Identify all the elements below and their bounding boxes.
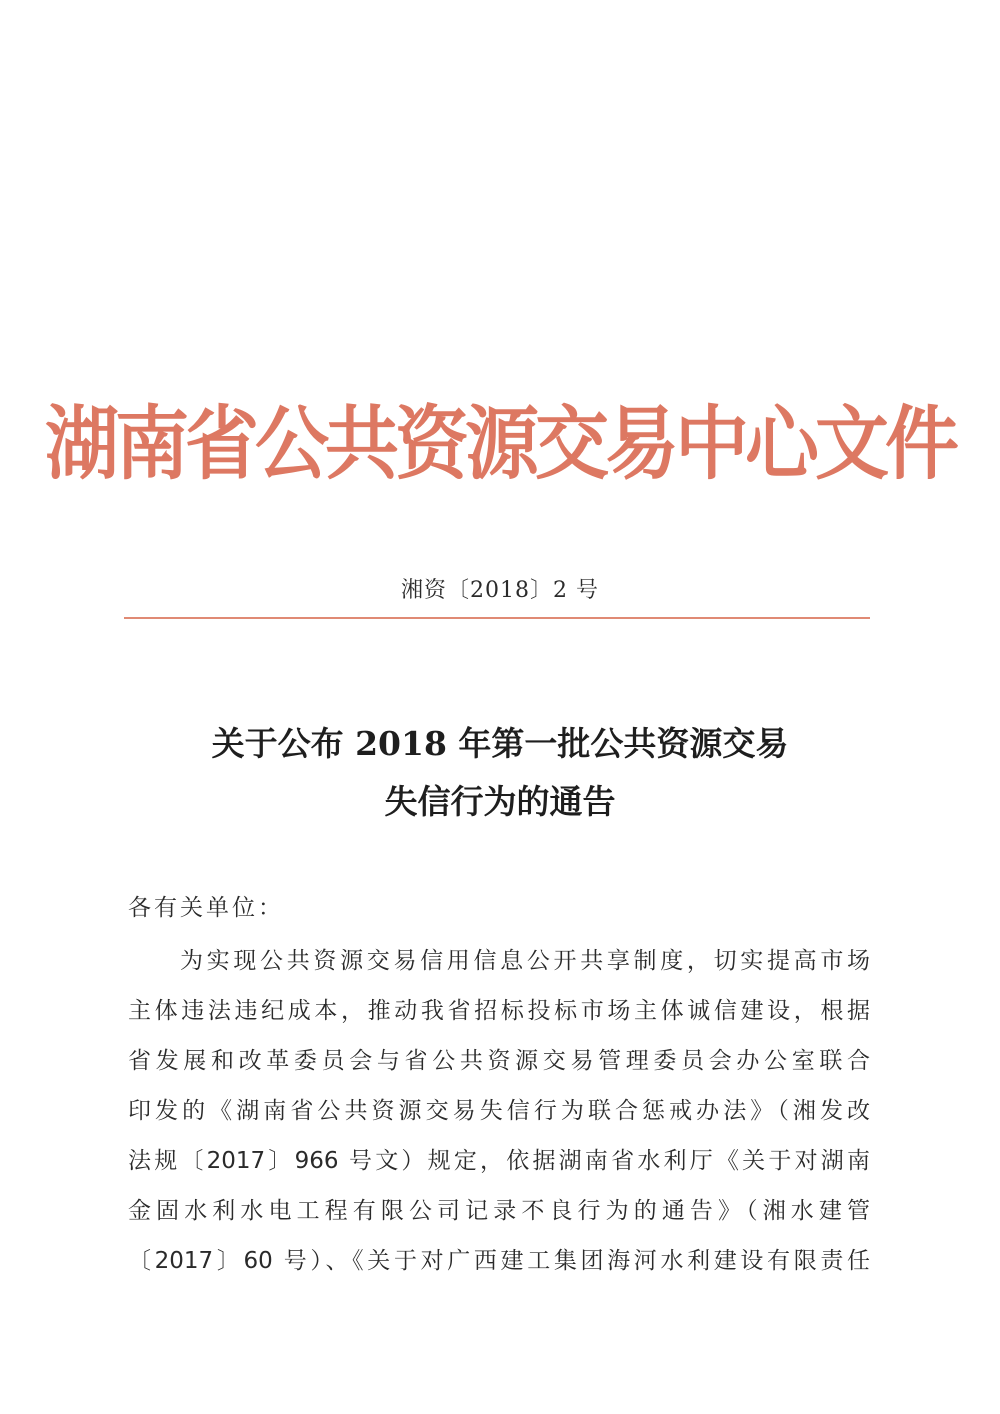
body-line: 金固水利水电工程有限公司记录不良行为的通告》（湘水建管: [128, 1198, 870, 1224]
body-line: 省发展和改革委员会与省公共资源交易管理委员会办公室联合: [128, 1048, 870, 1074]
masthead-red-rule: [124, 617, 870, 619]
document-number: 湘资〔2018〕2 号: [401, 578, 599, 603]
document-masthead: 湖南省公共资源交易中心文件: [45, 397, 955, 491]
document-title-line-1: 关于公布 2018 年第一批公共资源交易: [211, 724, 789, 763]
document-title-line-2: 失信行为的通告: [384, 782, 616, 821]
body-line: 为实现公共资源交易信用信息公开共享制度，切实提高市场: [180, 948, 870, 974]
body-line: 印发的《湖南省公共资源交易失信行为联合惩戒办法》（湘发改: [128, 1098, 870, 1124]
body-line: 〔2017〕60 号）、《关于对广西建工集团海河水利建设有限责任: [128, 1248, 870, 1274]
salutation: 各有关单位：: [128, 895, 284, 921]
body-line: 主体违法违纪成本，推动我省招标投标市场主体诚信建设，根据: [128, 998, 870, 1024]
body-line: 法规〔2017〕966 号文）规定，依据湖南省水利厅《关于对湖南: [128, 1148, 870, 1174]
